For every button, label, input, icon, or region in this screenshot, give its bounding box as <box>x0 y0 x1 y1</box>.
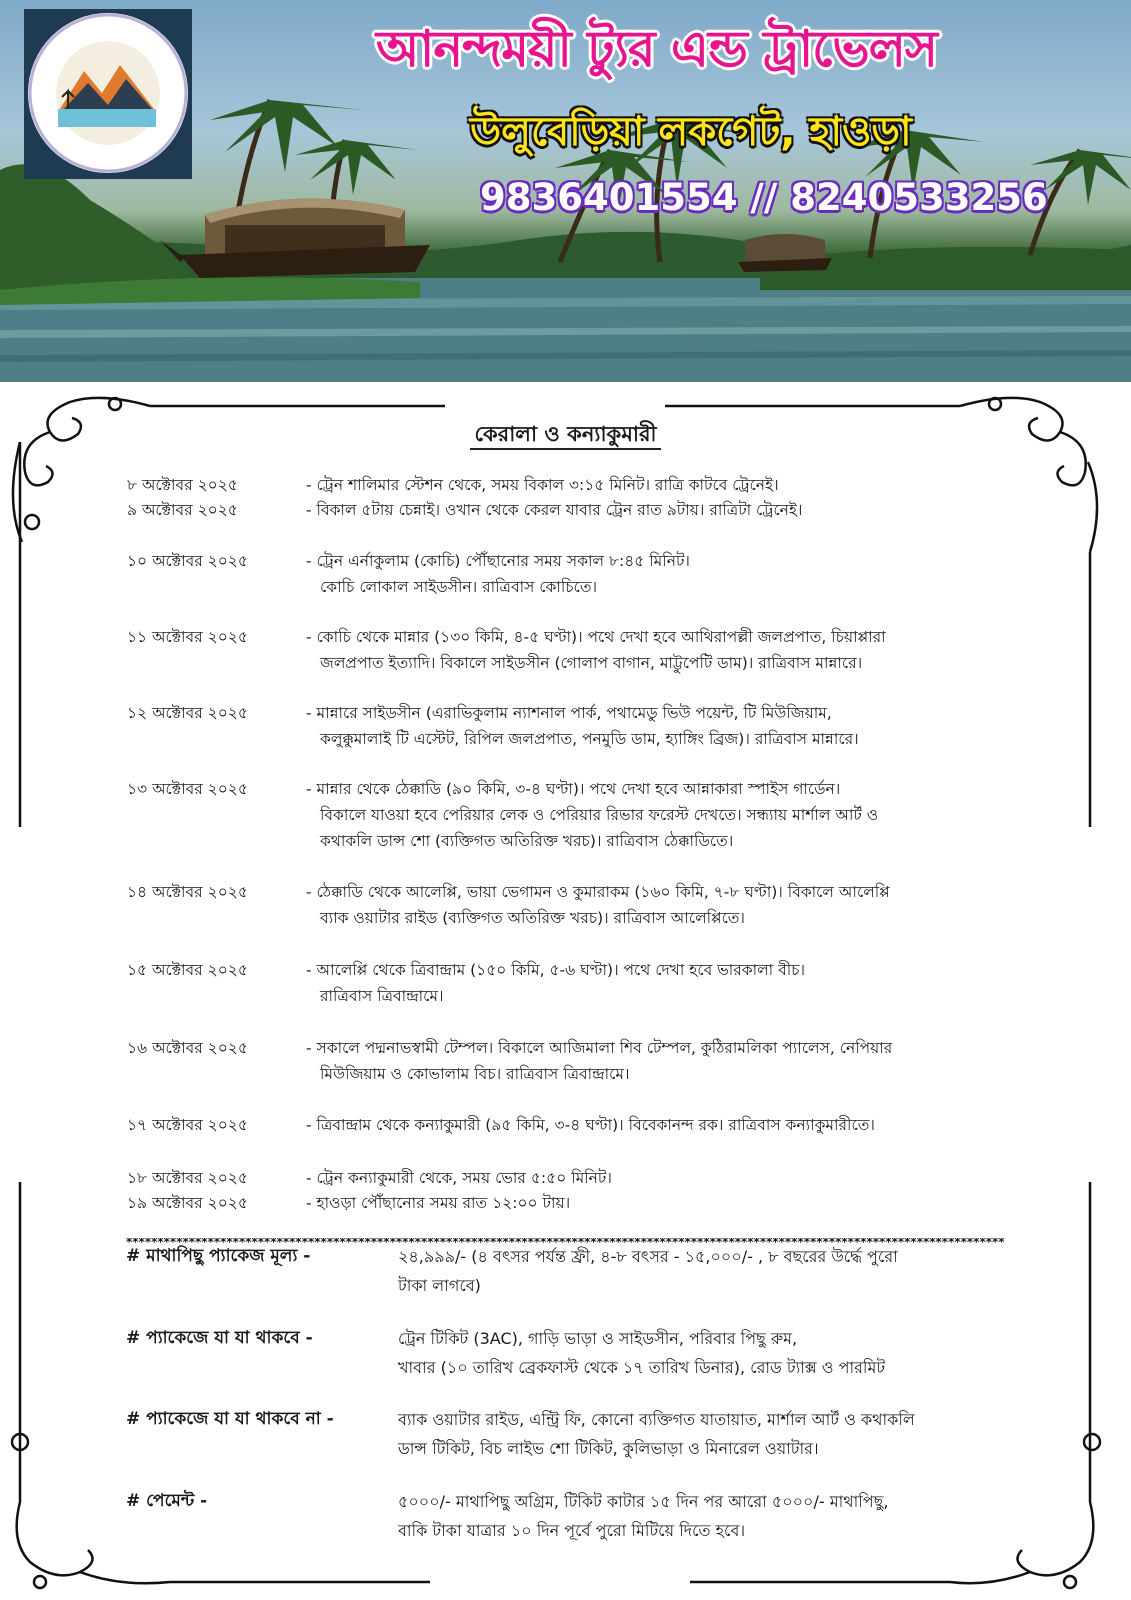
itinerary-date: ১৭ অক্টোবর ২০২৫ <box>127 1116 248 1134</box>
company-name: আনন্দময়ী ট্যুর এন্ড ট্রাভেলস <box>376 20 937 78</box>
info-label: # মাথাপিছু প্যাকেজ মূল্য - <box>126 1246 311 1266</box>
logo-emblem-icon <box>24 9 192 179</box>
company-address: উলুবেড়িয়া লকগেট, হাওড়া <box>470 109 912 155</box>
itinerary-date: ১২ অক্টোবর ২০২৫ <box>127 704 248 722</box>
itinerary-date: ১৩ অক্টোবর ২০২৫ <box>127 780 248 798</box>
header-banner <box>0 0 1131 382</box>
itinerary-date: ১৫ অক্টোবর ২০২৫ <box>127 961 248 979</box>
itinerary-description: - ঠেক্কাডি থেকে আলেপ্পি, ভায়া ভেগামন ও কুমারাকম (১৬০ কিমি, ৭-৮ ঘণ্টা)। বিকালে আলেপ্পি ব্যাক ওয়াটার রাইড (ব্যক্তিগত অতিরিক্ত খরচ)। রাত্রিবাস আলেপ্পিতে। <box>306 883 890 927</box>
itinerary-title: কেরালা ও কন্যাকুমারী <box>0 418 1131 453</box>
itinerary-description: - মান্নার থেকে ঠেক্কাডি (৯০ কিমি, ৩-৪ ঘণ্টা)। পথে দেখা হবে আন্নাকারা স্পাইস গার্ডেন। বিকালে যাওয়া হবে পেরিয়ার লেক ও পেরিয়ার রিভার ফরেস্ট দেখতে। সন্ধ্যায় মার্শাল আর্ট ও কথাকলি ডান্স শো (ব্যক্তিগত অতিরিক্ত খরচ)। রাত্রিবাস ঠেক্কাডিতে। <box>306 780 879 850</box>
itinerary-date: ১১ অক্টোবর ২০২৫ <box>127 628 248 646</box>
itinerary-date: ১৯ অক্টোবর ২০২৫ <box>127 1194 248 1212</box>
itinerary-date: ১৬ অক্টোবর ২০২৫ <box>127 1039 248 1057</box>
itinerary-date: ৮ অক্টোবর ২০২৫ <box>127 476 238 494</box>
itinerary-document <box>0 382 1131 1600</box>
info-label: # প্যাকেজে যা যা থাকবে না - <box>126 1409 334 1429</box>
itinerary-description: - সকালে পদ্মনাভস্বামী টেম্পল। বিকালে আজিমালা শিব টেম্পল, কুঠিরামলিকা প্যালেস, নেপিয়ার মিউজিয়াম ও কোভালাম বিচ। রাত্রিবাস ত্রিবান্দ্রামে। <box>306 1039 893 1083</box>
info-label: # পেমেন্ট - <box>126 1491 208 1511</box>
itinerary-description: - ট্রেন কন্যাকুমারী থেকে, সময় ভোর ৫:৫০ মিনিট। <box>306 1169 612 1187</box>
itinerary-description: - মান্নারে সাইডসীন (এরাভিকুলাম ন্যাশনাল পার্ক, পথামেডু ভিউ পয়েন্ট, টি মিউজিয়াম, কলুক্কুমালাই টি এস্টেট, রিপিল জলপ্রপাত, পনমুডি ডাম, হ্যাঙ্গিং ব্রিজ)। রাত্রিবাস মান্নারে। <box>306 704 859 748</box>
itinerary-description: - বিকাল ৫টায় চেন্নাই। ওখান থেকে কেরল যাবার ট্রেন রাত ৯টায়। রাত্রিটা ট্রেনেই। <box>306 501 803 519</box>
itinerary-date: ১০ অক্টোবর ২০২৫ <box>127 552 248 570</box>
info-value: ২৪,৯৯৯/- (৪ বৎসর পর্যন্ত ফ্রী, ৪-৮ বৎসর - ১৫,০০০/- , ৮ বছরের উর্দ্ধে পুরো টাকা লাগবে) <box>398 1247 898 1295</box>
contact-phones[interactable]: 9836401554 // 8240533256 <box>480 176 1048 219</box>
itinerary-date: ১৮ অক্টোবর ২০২৫ <box>127 1169 248 1187</box>
itinerary-date: ৯ অক্টোবর ২০২৫ <box>127 501 238 519</box>
itinerary-description: - কোচি থেকে মান্নার (১৩০ কিমি, ৪-৫ ঘণ্টা)। পথে দেখা হবে আথিরাপল্লী জলপ্রপাত, চিয়াপ্পারা জলপ্রপাত ইত্যাদি। বিকালে সাইডসীন (গোলাপ বাগান, মাট্টুপেটি ডাম)। রাত্রিবাস মান্নারে। <box>306 628 886 672</box>
info-value: ব্যাক ওয়াটার রাইড, এন্ট্রি ফি, কোনো ব্যক্তিগত যাতায়াত, মার্শাল আর্ট ও কথাকলি ডান্স টিকিট, বিচ লাইভ শো টিকিট, কুলিভাড়া ও মিনারেল ওয়াটার। <box>398 1410 915 1458</box>
itinerary-description: - ট্রেন এর্নাকুলাম (কোচি) পৌঁছানোর সময় সকাল ৮:৪৫ মিনিট। কোচি লোকাল সাইডসীন। রাত্রিবাস কোচিতে। <box>306 552 690 596</box>
separator-line: ******************************************************************************************************************************************** <box>126 1238 1005 1246</box>
itinerary-description: - ত্রিবান্দ্রাম থেকে কন্যাকুমারী (৯৫ কিমি, ৩-৪ ঘণ্টা)। বিবেকানন্দ রক। রাত্রিবাস কন্যাকুমারীতে। <box>306 1116 875 1134</box>
info-value: ৫০০০/- মাথাপিছু অগ্রিম, টিকিট কাটার ১৫ দিন পর আরো ৫০০০/- মাথাপিছু, বাকি টাকা যাত্রার ১০ দিন পূর্বে পুরো মিটিয়ে দিতে হবে। <box>398 1492 889 1540</box>
info-label: # প্যাকেজে যা যা থাকবে - <box>126 1328 313 1348</box>
itinerary-description: - ট্রেন শালিমার স্টেশন থেকে, সময় বিকাল ৩:১৫ মিনিট। রাত্রি কাটবে ট্রেনেই। <box>306 476 779 494</box>
company-logo <box>24 9 192 179</box>
info-value: ট্রেন টিকিট (3AC), গাড়ি ভাড়া ও সাইডসীন, পরিবার পিছু রুম, খাবার (১০ তারিখ ব্রেকফাস্ট থেকে ১৭ তারিখ ডিনার), রোড ট্যাক্স ও পারমিট <box>398 1329 886 1377</box>
itinerary-description: - আলেপ্পি থেকে ত্রিবান্দ্রাম (১৫০ কিমি, ৫-৬ ঘণ্টা)। পথে দেখা হবে ভারকালা বীচ। রাত্রিবাস ত্রিবান্দ্রামে। <box>306 961 806 1005</box>
itinerary-date: ১৪ অক্টোবর ২০২৫ <box>127 883 248 901</box>
itinerary-description: - হাওড়া পৌঁছানোর সময় রাত ১২:০০ টায়। <box>306 1194 571 1212</box>
